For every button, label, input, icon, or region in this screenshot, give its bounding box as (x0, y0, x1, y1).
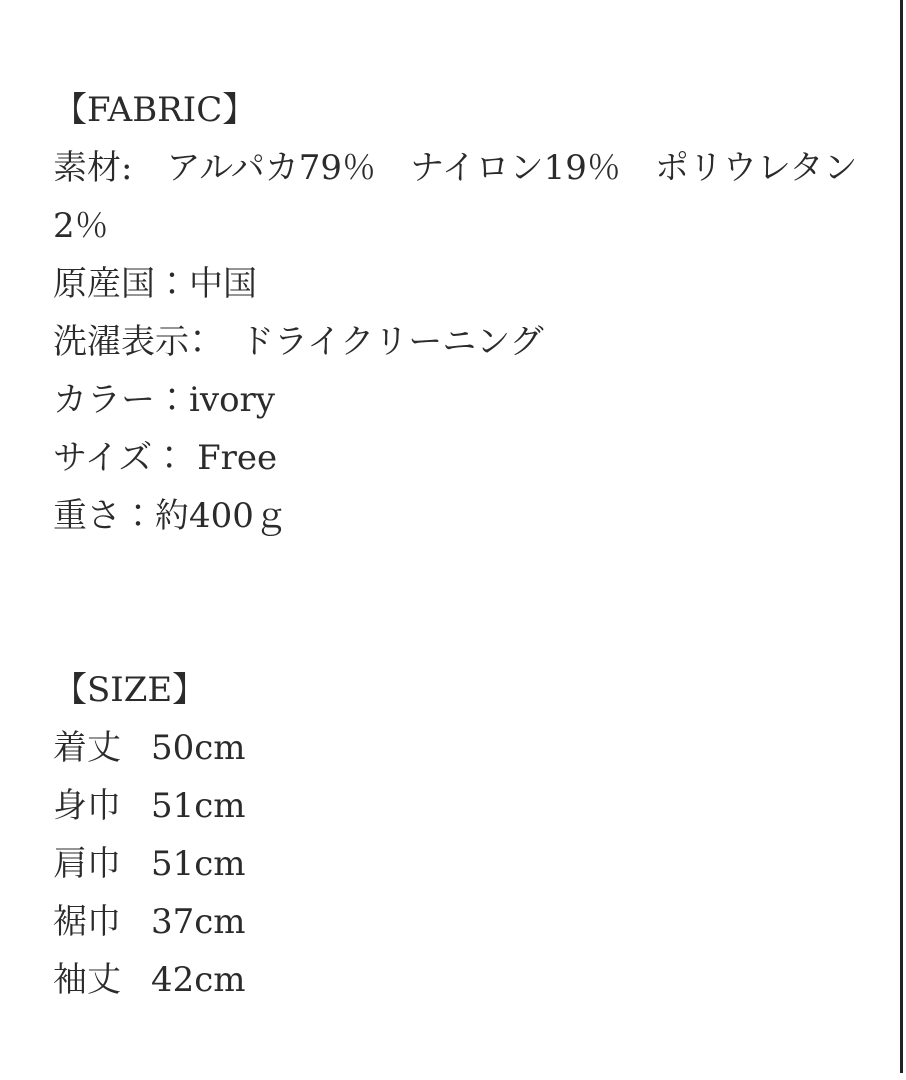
size-row-label: 身巾 (53, 786, 121, 826)
product-detail-page (53, 81, 861, 1009)
fabric-section-heading: 【FABRIC】 (53, 90, 257, 130)
size-row-label: 裾巾 (53, 902, 121, 942)
fabric-size-line: サイズ： Free (53, 438, 278, 478)
size-row (53, 777, 861, 835)
size-row (53, 893, 861, 951)
size-row-value: 51cm (151, 786, 246, 826)
size-row (53, 835, 861, 893)
size-row-label: 肩巾 (53, 844, 121, 884)
size-row-value: 42cm (151, 960, 246, 1000)
size-row-label: 着丈 (53, 728, 121, 768)
size-row (53, 951, 861, 1009)
fabric-care-line: 洗濯表示： ドライクリーニング (53, 322, 544, 362)
fabric-color-line: カラー：ivory (53, 380, 276, 420)
fabric-weight-line: 重さ：約400ｇ (53, 496, 288, 536)
size-row (53, 719, 861, 777)
right-border-line (900, 0, 903, 1073)
size-section (53, 661, 861, 1009)
fabric-section (53, 81, 861, 545)
size-row-label: 袖丈 (53, 960, 121, 1000)
size-section-heading: 【SIZE】 (53, 670, 207, 710)
size-row-value: 51cm (151, 844, 246, 884)
size-row-value: 50cm (151, 728, 246, 768)
fabric-material-line: 素材: アルパカ79％ ナイロン19％ ポリウレタン (53, 148, 858, 188)
size-row-value: 37cm (151, 902, 246, 942)
fabric-material-line-wrap: 2％ (53, 206, 109, 246)
fabric-origin-line: 原産国：中国 (53, 264, 257, 304)
